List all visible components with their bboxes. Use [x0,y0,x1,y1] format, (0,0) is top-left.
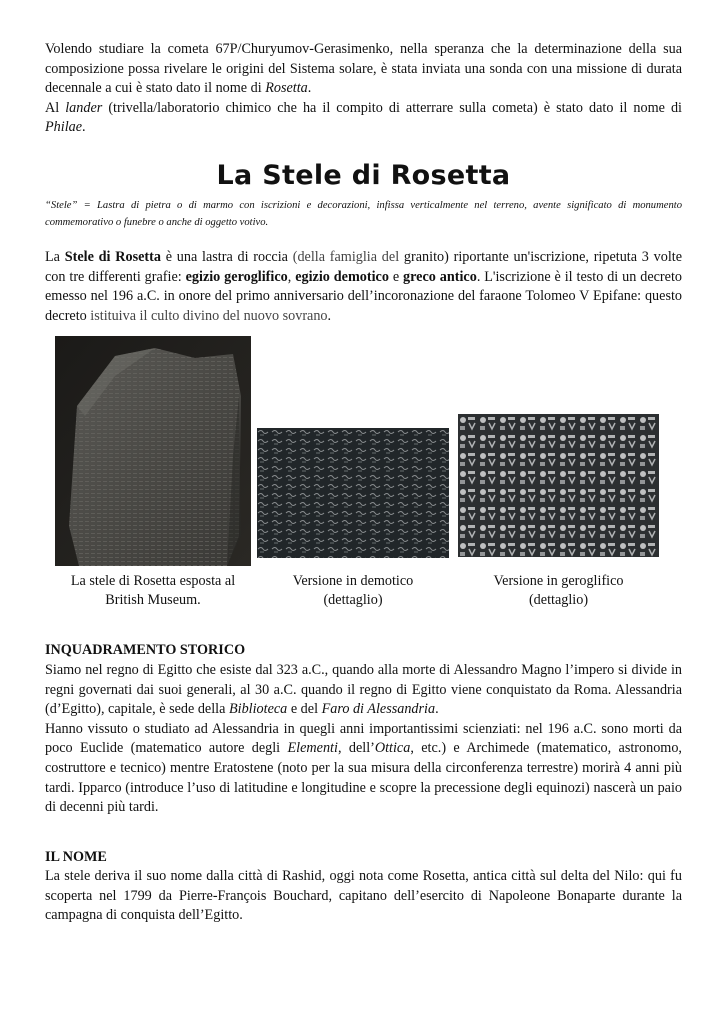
rosetta-stone-image [55,336,251,566]
section-heading-nome: IL NOME [45,848,107,865]
document-page [45,40,682,926]
caption-demotic: Versione in demotico (dettaglio) [292,573,414,608]
demotic-detail-image [257,428,449,558]
caption-stele: La stele di Rosetta esposta al British Museum. [70,573,236,608]
paragraph-storico-2: Hanno vissuto o studiato ad Alessandria in quegli anni importantissimi scienziati: nel 196 a.C. sono morti da poco Euclide (matematico autore degli Elementi, dell’Ottica, etc.) e Archimede (matematico, astronomo, costruttore e tecnico) mentre Eratostene (noto per la sua misura della circonferenza terrestre) morirà 4 anni più tardi. Ipparco (introduce l’uso di latitudine e longitudine e scopre la precessione degli equinozi) nascerà un paio di decenni più tardi. [45,720,682,816]
paragraph-philae: Al lander (trivella/laboratorio chimico che ha il compito di atterrare sulla cometa) è stato dato il nome di Philae. [45,99,682,136]
figures-row [45,326,682,611]
hieroglyphic-detail-image [458,414,659,557]
paragraph-storico-1: Siamo nel regno di Egitto che esiste dal 323 a.C., quando alla morte di Alessandro Magno l’impero si divide in regni governati dai suoi generali, al 30 a.C. quando il regno di Egitto viene conquistato da Roma. Alessandria (d’Egitto), capitale, è sede della Biblioteca e del Faro di Alessandria. [45,661,682,718]
stele-definition: “Stele” = Lastra di pietra o di marmo con iscrizioni e decorazioni, infissa verticalmente nel terreno, avente significato di monumento commemorativo o funebre o anche di oggetto votivo. [45,199,682,228]
section-heading-storico: INQUADRAMENTO STORICO [45,642,246,659]
paragraph-nome: La stele deriva il suo nome dalla città di Rashid, oggi nota come Rosetta, antica città sul delta del Nilo: qui fu scoperta nel 1799 da Pierre-François Bouchard, capitano dell’esercito di Napoleone Bonaparte durante la campagna di conquista dell’Egitto. [45,868,682,924]
paragraph-rosetta-mission: Volendo studiare la cometa 67P/Churyumov-Gerasimenko, nella speranza che la determinazione della sua composizione possa rivelare le origini del Sistema solare, è stata inviata una sonda con una missione di durata decennale a cui è stato dato il nome di Rosetta. [45,41,682,97]
page-title: La Stele di Rosetta [216,159,511,191]
caption-hieroglyphic: Versione in geroglifico (dettaglio) [493,573,624,608]
paragraph-stele-intro: La Stele di Rosetta è una lastra di roccia (della famiglia del granito) riportante un'iscrizione, ripetuta 3 volte con tre differenti grafie: egizio geroglifico, egizio demotico e greco antico. L'iscrizione è il testo di un decreto emesso nel 196 a.C. in onore del primo anniversario dell’incoronazione del faraone Tolomeo V Epifane: questo decreto istituiva il culto divino del nuovo sovrano. [45,248,683,324]
